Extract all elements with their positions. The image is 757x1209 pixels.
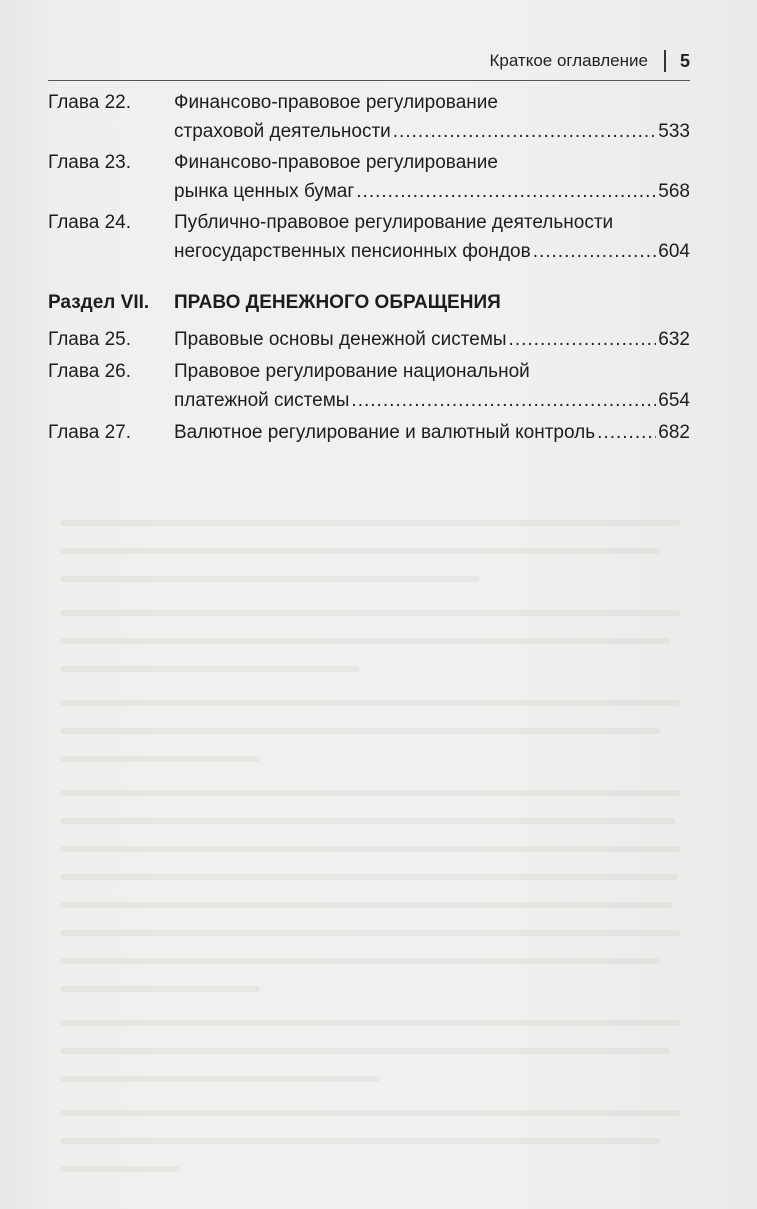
toc-section-title: ПРАВО ДЕНЕЖНОГО ОБРАЩЕНИЯ: [174, 292, 501, 313]
toc-entry-label: Глава 27.: [48, 422, 132, 443]
dot-leader: [597, 418, 656, 447]
toc-entry-title-line: Правовое регулирование национальной: [174, 361, 530, 382]
toc-entry-line: [174, 177, 690, 206]
toc-entry-line: [174, 88, 690, 117]
toc-entry-title-line: Финансово-правовое регулирование: [174, 92, 498, 113]
toc-entry-line: [174, 386, 690, 415]
toc-entry-page: 533: [658, 121, 690, 142]
toc-entry-label: Глава 25.: [48, 329, 132, 350]
toc-entry-title-line: Правовые основы денежной системы: [174, 329, 507, 350]
toc-entry-line: [174, 325, 690, 354]
dot-leader: [393, 117, 657, 146]
dot-leader: [351, 386, 656, 415]
toc-entry-label: Глава 26.: [48, 361, 132, 382]
toc-entry-label: Глава 24.: [48, 212, 132, 233]
running-header: [0, 50, 690, 72]
toc-entry-page: 568: [658, 181, 690, 202]
toc-entry-page: 604: [658, 241, 690, 262]
toc-entry-label: Глава 23.: [48, 152, 132, 173]
toc-entry-line: [174, 357, 690, 386]
toc-entry-title-line: рынка ценных бумаг: [174, 181, 355, 202]
header-separator: [664, 50, 666, 72]
toc-entry-line: [174, 148, 690, 177]
toc-entry-line: [174, 288, 690, 317]
header-title: Краткое оглавление: [489, 51, 648, 70]
toc-entry-page: 654: [658, 390, 690, 411]
toc-entry-line: [174, 237, 690, 266]
toc-entry-line: [174, 117, 690, 146]
dot-leader: [533, 237, 657, 266]
toc-entry-page: 632: [658, 329, 690, 350]
toc-entry-title-line: страховой деятельности: [174, 121, 391, 142]
dot-leader: [356, 177, 656, 206]
toc-entry-label: Глава 22.: [48, 92, 132, 113]
toc-entry-page: 682: [658, 422, 690, 443]
toc-entry-title-line: Финансово-правовое регулирование: [174, 152, 498, 173]
toc-entry-line: [174, 208, 690, 237]
toc-entry-title-line: негосударственных пенсионных фондов: [174, 241, 531, 262]
toc-section-label: Раздел VII.: [48, 292, 150, 313]
toc-entry-title-line: Валютное регулирование и валютный контроль: [174, 422, 596, 443]
header-page-number: 5: [679, 50, 690, 71]
toc-entry-line: [174, 418, 690, 447]
toc-entry-title-line: платежной системы: [174, 390, 350, 411]
header-rule: [48, 80, 690, 81]
dot-leader: [509, 325, 657, 354]
toc-entry-title-line: Публично-правовое регулирование деятельности: [174, 212, 614, 233]
